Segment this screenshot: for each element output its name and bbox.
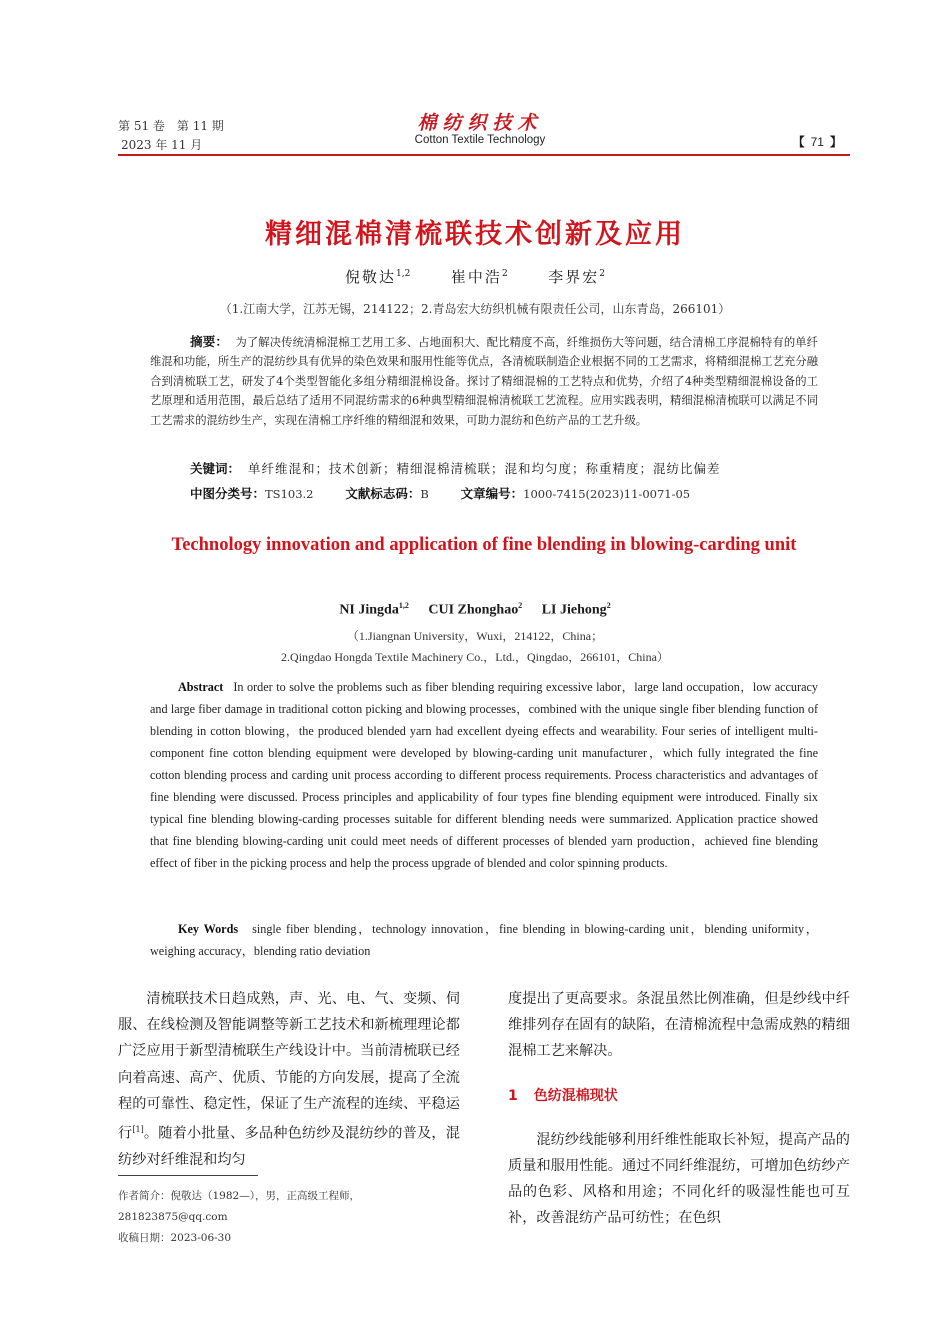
- article-no-value: 1000-7415(2023)11-0071-05: [523, 487, 691, 501]
- volume-issue: 第 51 卷 第 11 期: [118, 119, 224, 133]
- abstract-label-en: Abstract: [178, 680, 224, 694]
- footnote-rule: [118, 1175, 258, 1176]
- keywords-text-en: single fiber blending，technology innovation，fine blending in blowing-carding unit，blending uniformity，weighing accuracy，blending ratio deviation: [150, 922, 818, 958]
- abstract-label-cn: 摘要：: [190, 334, 229, 349]
- affiliations-en: [0, 626, 950, 668]
- author-name: 倪敬达: [344, 268, 396, 286]
- clc-value: TS103.2: [265, 487, 314, 501]
- author-bio: 作者简介：倪敬达（1982—），男，正高级工程师，281823875@qq.com: [118, 1190, 360, 1223]
- page-bracket-close: 】: [829, 135, 842, 149]
- page-bracket-open: 【: [792, 135, 805, 149]
- page-number: [793, 133, 842, 150]
- authors-en: [0, 601, 950, 619]
- header-rule: [118, 154, 850, 156]
- issue-info: [118, 117, 224, 155]
- author-name-en: LI Jiehong: [541, 602, 607, 618]
- body-paragraph: 清梳联技术日趋成熟，声、光、电、气、变频、伺服、在线检测及智能调整等新工艺技术和新梳理理论都广泛应用于新型清梳联生产线设计中。当前清梳联已经向着高速、高产、优质、节能的方向发展，提高了全流程的可靠性、稳定性，保证了生产流程的连续、平稳运行[1]。随着小批量、多品种色纺纱及混纺纱的普及，混纺纱对纤维混和均匀: [118, 991, 460, 1168]
- affiliation-line: （1.Jiangnan University，Wuxi，214122，China；: [346, 629, 604, 643]
- section-heading: [508, 1083, 850, 1109]
- keywords-label-en: Key Words: [178, 922, 239, 936]
- author-name: 崔中浩: [450, 268, 502, 286]
- body-column-left: [118, 986, 460, 1173]
- section-title: 色纺混棉现状: [533, 1087, 618, 1104]
- author-affiliation-en: 2: [518, 601, 523, 610]
- section-number: 1: [508, 1087, 518, 1104]
- authors-cn: [0, 266, 950, 287]
- author-affiliation: 2: [501, 269, 508, 279]
- author-name: 李界宏: [548, 268, 600, 286]
- paper-title-cn: 精细混棉清梳联技术创新及应用: [265, 219, 685, 250]
- doc-code-label: 文献标志码：: [345, 486, 421, 501]
- footnote: [118, 1186, 468, 1249]
- body-paragraph: 混纺纱线能够利用纤维性能取长补短，提高产品的质量和服用性能。通过不同纤维混纺，可增加色纺纱产品的色彩、风格和用途；不同化纤的吸湿性能也可互补，改善混纺产品可纺性；在色织: [508, 1131, 850, 1227]
- author-affiliation-en: 2: [606, 601, 611, 610]
- keywords-text-cn: 单纤维混和；技术创新；精细混棉清梳联；混和均匀度；称重精度；混纺比偏差: [247, 461, 721, 476]
- abstract-en: [150, 676, 818, 874]
- doc-code-value: B: [420, 487, 429, 501]
- body-paragraph: 度提出了更高要求。条混虽然比例准确，但是纱线中纤维排列存在固有的缺陷，在清棉流程中急需成熟的精细混棉工艺来解决。: [508, 991, 850, 1060]
- classification-line: [190, 484, 690, 502]
- article-no-label: 文章编号：: [460, 486, 524, 501]
- received-date: 收稿日期：2023-06-30: [118, 1232, 232, 1244]
- abstract-cn: [150, 332, 818, 430]
- journal-name-en: Cotton Textile Technology: [414, 134, 546, 146]
- paper-title-en: Technology innovation and application of fine blending in blowing-carding unit: [171, 535, 797, 555]
- keywords-en: [150, 918, 818, 962]
- abstract-text-cn: 为了解决传统清棉混棉工艺用工多、占地面积大、配比精度不高，纤维损伤大等问题，结合清棉工序混棉特有的单纤维混和功能，所生产的混纺纱具有优异的染色效果和服用性能等优点，各清梳联制造企业根据不同的工艺需求，将精细混棉工艺充分融合到清梳联工艺，研发了4个类型智能化多组分精细混棉设备。探讨了精细混棉的工艺特点和优势，介绍了4种类型精细混棉设备的工艺原理和适用范围，最后总结了适用不同混纺需求的6种典型精细混棉清梳联工艺流程。应用实践表明，精细混棉清梳联可以满足不同工艺需求的混纺纱生产，实现在清棉工序纤维的精细混和效果，可助力混纺和色纺产品的工艺升级。: [150, 336, 818, 427]
- author-name-en: CUI Zhonghao: [428, 602, 519, 618]
- author-affiliation: 1,2: [395, 269, 411, 279]
- author-name-en: NI Jingda: [339, 602, 399, 618]
- author-affiliation-en: 1,2: [398, 601, 409, 610]
- clc-label: 中图分类号：: [190, 486, 266, 501]
- affiliation-line: 2.Qingdao Hongda Textile Machinery Co.，Ltd.，Qingdao，266101，China）: [281, 650, 669, 664]
- author-affiliation: 2: [599, 269, 606, 279]
- journal-logo-cn: 棉纺织技术: [417, 112, 543, 134]
- body-column-right: [508, 986, 850, 1232]
- affiliations-cn: （1.江南大学，江苏无锡，214122；2.青岛宏大纺织机械有限责任公司，山东青岛，266101）: [219, 302, 731, 316]
- abstract-text-en: In order to solve the problems such as fiber blending requiring excessive labor，large land occupation，low accuracy and large fiber damage in traditional cotton picking and blowing processes，combined with the unique single fiber blending function of blending in cotton blowing，the produced blended yarn had excellent dyeing effects and wearability. Four series of intelligent multi-component fine cotton blending equipment were developed by blowing-carding unit manufacturer，which fully integrated the fine cotton blending process and carding unit process according to different process requirements. Process characteristics and advantages of fine blending were discussed. Process principles and applicability of four types fine blending equipment were introduced. Finally six typical fine blending blowing-carding processes suitable for different blending needs were summarized. Application practice showed that fine blending blowing-carding unit could meet needs of different processes of blended yarn production，achieved fine blending effect of fiber in the picking process and help the process upgrade of blended and color spinning products.: [150, 680, 818, 870]
- keywords-label-cn: 关键词：: [190, 461, 241, 476]
- citation-ref: [1]: [132, 1125, 144, 1135]
- page-number-value: 71: [810, 135, 824, 149]
- keywords-cn: [190, 459, 720, 477]
- issue-date: 2023 年 11 月: [121, 138, 203, 152]
